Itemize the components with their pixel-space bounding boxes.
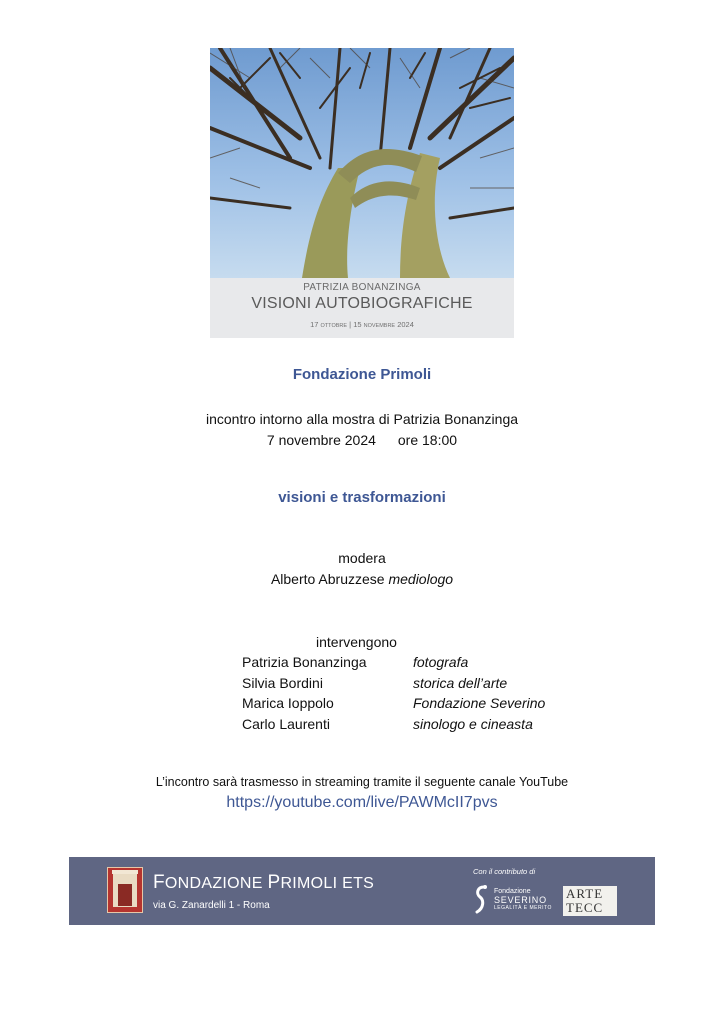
event-date: 7 novembre 2024 <box>266 432 376 448</box>
event-time: ore 18:00 <box>397 432 458 448</box>
streaming-link[interactable]: https://youtube.com/live/PAWMcII7pvs <box>226 794 498 811</box>
poster-caption-band <box>210 278 514 338</box>
speaker-row <box>242 654 582 675</box>
footer-banner <box>69 857 655 925</box>
speaker-row <box>242 675 582 696</box>
event-title: visioni e trasformazioni <box>278 489 446 506</box>
speaker-name: Silvia Bordini <box>242 674 323 691</box>
fondazione-primoli-emblem-icon <box>107 867 143 913</box>
speakers-list <box>242 654 582 736</box>
poster-dates: 17 OTTOBRE | 15 NOVEMBRE 2024 <box>310 320 414 329</box>
speaker-role: storica dell’arte <box>413 674 508 691</box>
streaming-note: L’incontro sarà trasmesso in streaming tramite il seguente canale YouTube <box>155 775 569 789</box>
event-intro: incontro intorno alla mostra di Patrizia Bonanzinga <box>205 411 519 427</box>
speaker-row <box>242 716 582 737</box>
poster-artist: PATRIZIA BONANZINGA <box>303 282 421 293</box>
sponsor-severino: Fondazione SEVERINO LEGALITÀ E MERITO <box>494 888 552 911</box>
speaker-role: sinologo e cineasta <box>413 715 533 732</box>
speaker-role: Fondazione Severino <box>413 695 546 711</box>
speaker-row <box>242 695 582 716</box>
organizer-title: Fondazione Primoli <box>292 366 432 383</box>
exhibition-poster-image <box>210 48 514 338</box>
footer-address: via G. Zanardelli 1 - Roma <box>153 900 270 911</box>
moderator-name: Alberto Abruzzese <box>270 571 385 587</box>
fondazione-severino-logo-icon <box>471 884 489 916</box>
moderator <box>0 571 724 587</box>
event-datetime <box>0 432 724 448</box>
contribution-label: Con il contributo di <box>473 867 536 876</box>
poster-title: VISIONI AUTOBIOGRAFICHE <box>251 295 473 312</box>
moderator-role: mediologo <box>388 571 454 587</box>
moderator-label: modera <box>338 550 386 566</box>
sponsor-arte-tecc-logo: ARTE TECC <box>563 886 617 916</box>
speaker-name: Patrizia Bonanzinga <box>242 654 367 670</box>
speaker-name: Carlo Laurenti <box>242 715 330 732</box>
speaker-role: fotografa <box>413 654 469 670</box>
footer-org-name: FONDAZIONE PRIMOLI ETS <box>153 872 375 893</box>
speakers-label: intervengono <box>316 634 397 650</box>
speaker-name: Marica Ioppolo <box>242 695 334 711</box>
